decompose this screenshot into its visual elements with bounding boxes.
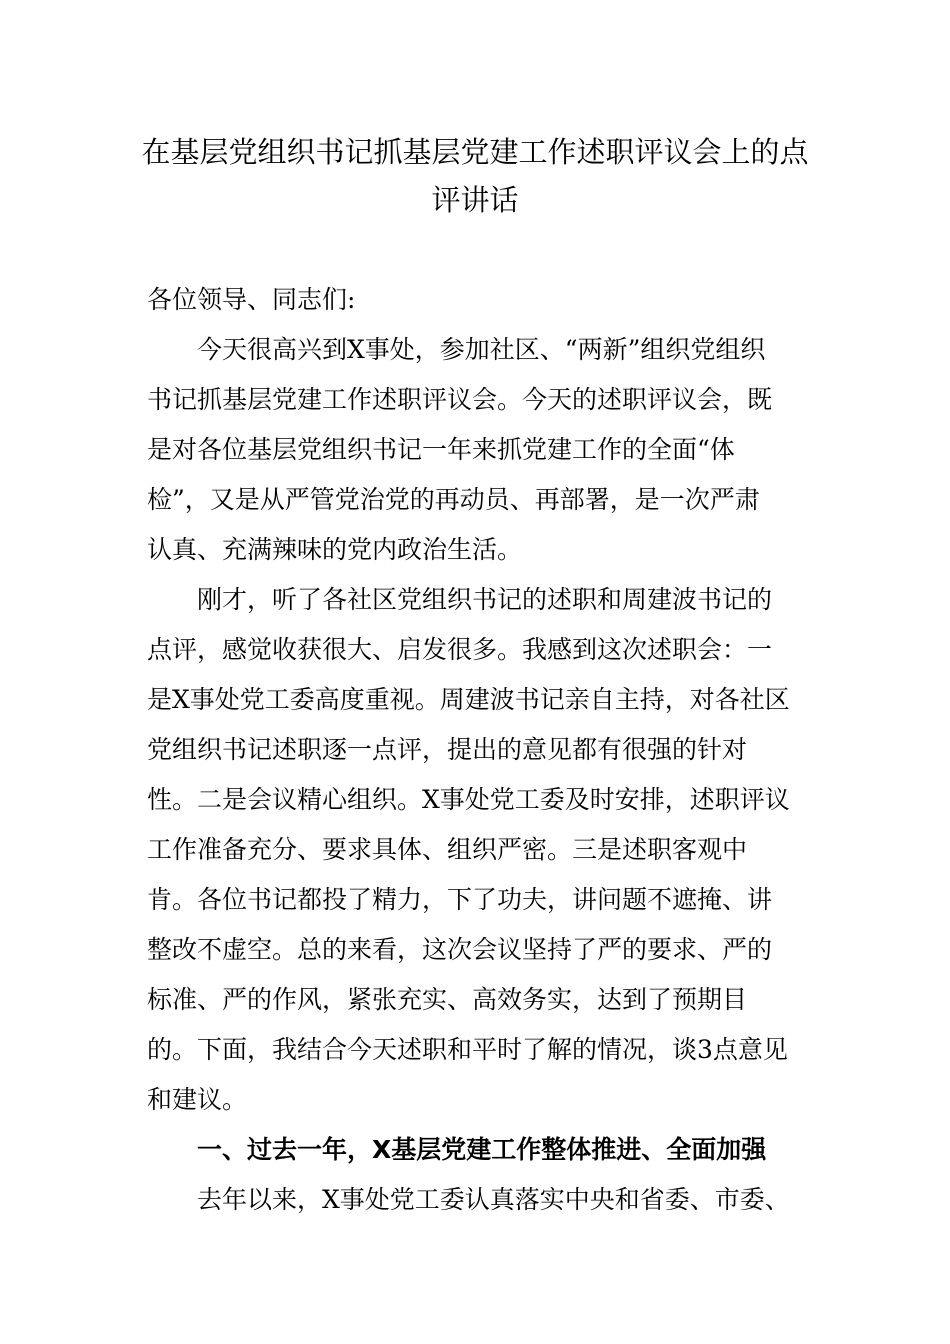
paragraph-1 [147,325,812,575]
paragraph-line: 的。下面，我结合今天述职和平时了解的情况，谈3点意见 [147,1035,788,1064]
paragraph-line: 党组织书记述职逐一点评，提出的意见都有很强的针对 [147,735,748,764]
paragraph-3 [147,1175,812,1225]
document-title [140,128,810,224]
section-heading-text: 一、过去一年，X基层党建工作整体推进、全面加强 [197,1135,767,1164]
paragraph-line: 检”，又是从严管党治党的再动员、再部署，是一次严肃 [147,485,760,514]
title-line: 评讲话 [431,183,519,217]
paragraph-line: 是X事处党工委高度重视。周建波书记亲自主持，对各社区 [147,685,790,714]
paragraph-line: 和建议。 [147,1085,248,1114]
paragraph-line: 点评，感觉收获很大、启发很多。我感到这次述职会：一 [147,635,773,664]
paragraph-line: 肯。各位书记都投了精力，下了功夫，讲问题不遮掩、讲 [147,885,773,914]
paragraph-line: 性。二是会议精心组织。X事处党工委及时安排，述职评议 [147,785,790,814]
paragraph-line: 工作准备充分、要求具体、组织严密。三是述职客观中 [147,835,748,864]
title-line: 在基层党组织书记抓基层党建工作述职评议会上的点 [141,135,809,169]
paragraph-2 [147,575,812,1125]
paragraph-line: 是对各位基层党组织书记一年来抓党建工作的全面“体 [147,435,735,464]
paragraph-line: 标准、严的作风，紧张充实、高效务实，达到了预期目 [147,985,748,1014]
paragraph-line: 今天很高兴到X事处，参加社区、“两新”组织党组织 [197,335,766,364]
greeting-text: 各位领导、同志们: [147,285,356,314]
paragraph-line: 书记抓基层党建工作述职评议会。今天的述职评议会，既 [147,385,773,414]
paragraph-line: 认真、充满辣味的党内政治生活。 [147,535,523,564]
paragraph-line: 刚才，听了各社区党组织书记的述职和周建波书记的 [197,585,773,614]
paragraph-line: 整改不虚空。总的来看，这次会议坚持了严的要求、严的 [147,935,773,964]
paragraph-line: 去年以来，X事处党工委认真落实中央和省委、市委、 [197,1185,790,1214]
section-heading-1 [147,1125,812,1175]
greeting [147,275,812,325]
